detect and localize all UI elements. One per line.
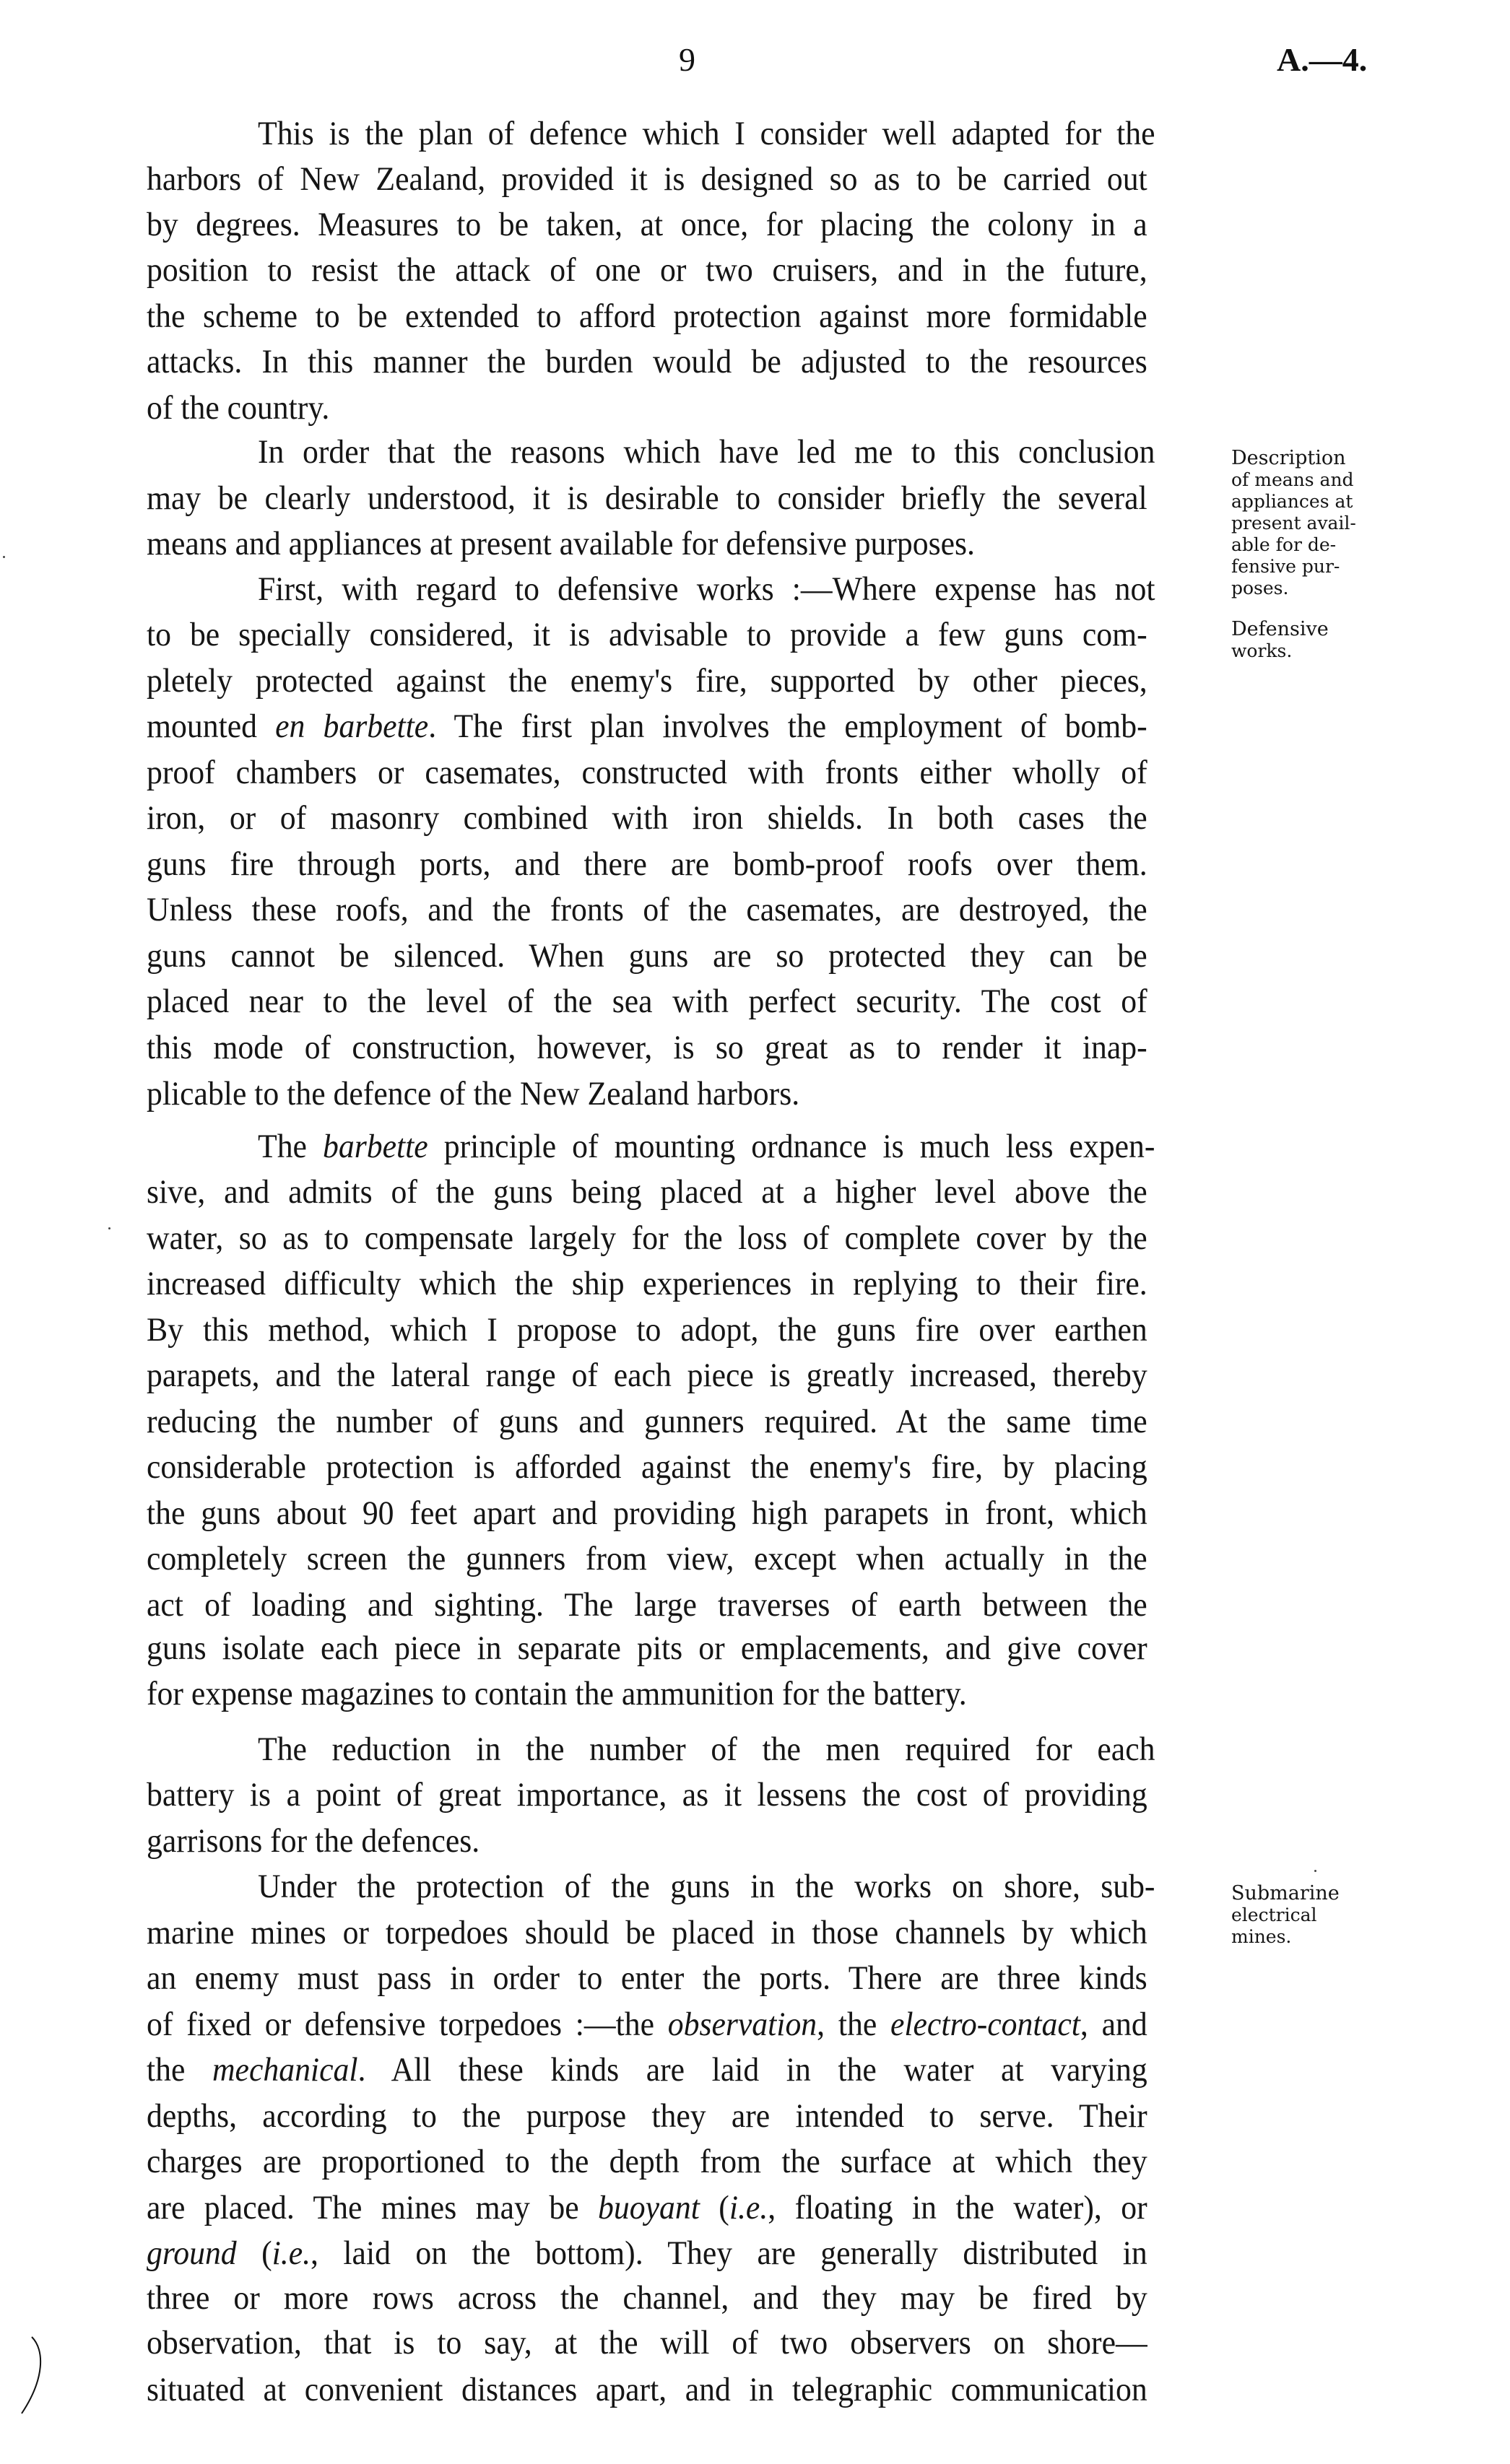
- text-line: In order that the reasons which have led me to this conclusion: [258, 433, 1155, 471]
- text-line: three or more rows across the channel, and they may be fired by: [147, 2279, 1147, 2317]
- text-line: an enemy must pass in order to enter the ports. There are three kinds: [147, 1959, 1147, 1997]
- margin-note-line: Description: [1231, 447, 1346, 469]
- page-number: 9: [679, 41, 695, 78]
- text-line: attacks. In this manner the burden would be adjusted to the resources: [147, 343, 1147, 380]
- italic-term: electro-contact: [890, 2006, 1080, 2043]
- text-line: this mode of construction, however, is so great as to render it inap-: [147, 1029, 1147, 1066]
- text-line: increased difficulty which the ship experiences in replying to their fire.: [147, 1265, 1147, 1302]
- text-line: considerable protection is afforded against the enemy's fire, by placing: [147, 1448, 1147, 1486]
- text-line: of fixed or defensive torpedoes :—the observation, the electro-contact, and: [147, 2006, 1147, 2043]
- text-line: guns isolate each piece in separate pits or emplacements, and give cover: [147, 1629, 1147, 1667]
- margin-note-line: of means and: [1231, 469, 1354, 490]
- text-line: to be specially considered, it is advisable to provide a few guns com-: [147, 616, 1147, 653]
- text-line: The reduction in the number of the men required for each: [258, 1731, 1155, 1768]
- text-line: marine mines or torpedoes should be placed in those channels by which: [147, 1914, 1147, 1951]
- text-line: observation, that is to say, at the will of two observers on shore—: [147, 2324, 1147, 2361]
- text-line: for expense magazines to contain the ammunition for the battery.: [147, 1675, 967, 1712]
- scan-speck: [108, 1227, 110, 1229]
- text-line: The barbette principle of mounting ordnance is much less expen-: [258, 1128, 1155, 1165]
- text-line: iron, or of masonry combined with iron shields. In both cases the: [147, 799, 1147, 837]
- text-line: By this method, which I propose to adopt, the guns fire over earthen: [147, 1311, 1147, 1349]
- binding-mark: [14, 2328, 58, 2422]
- text-line: battery is a point of great importance, as it lessens the cost of providing: [147, 1776, 1147, 1814]
- text-line: act of loading and sighting. The large traverses of earth between the: [147, 1586, 1147, 1624]
- italic-term: en barbette: [275, 708, 429, 745]
- italic-term: i.e.: [272, 2234, 311, 2272]
- scan-speck: [1314, 1870, 1316, 1872]
- text-line: may be clearly understood, it is desirable to consider briefly the several: [147, 479, 1147, 517]
- margin-note-line: mines.: [1231, 1926, 1292, 1947]
- text-line: completely screen the gunners from view, except when actually in the: [147, 1540, 1147, 1577]
- text-line: harbors of New Zealand, provided it is designed so as to be carried out: [147, 160, 1147, 198]
- margin-note: [1231, 619, 1419, 662]
- text-line: guns fire through ports, and there are bomb-proof roofs over them.: [147, 845, 1147, 883]
- text-line: depths, according to the purpose they are intended to serve. Their: [147, 2097, 1147, 2135]
- margin-note-line: poses.: [1231, 578, 1289, 598]
- text-line: of the country.: [147, 389, 330, 427]
- text-line: Under the protection of the guns in the works on shore, sub-: [258, 1868, 1155, 1905]
- text-line: charges are proportioned to the depth from the surface at which they: [147, 2143, 1147, 2180]
- margin-note: [1231, 1883, 1419, 1948]
- text-line: by degrees. Measures to be taken, at once, for placing the colony in a: [147, 206, 1147, 243]
- margin-note-line: fensive pur-: [1231, 556, 1340, 577]
- italic-term: observation: [667, 2006, 817, 2043]
- text-line: the scheme to be extended to afford protection against more formidable: [147, 297, 1147, 335]
- text-line: means and appliances at present available for defensive purposes.: [147, 525, 975, 562]
- margin-note-line: present avail-: [1231, 513, 1356, 534]
- text-line: the mechanical. All these kinds are laid in the water at varying: [147, 2051, 1147, 2089]
- text-line: water, so as to compensate largely for the loss of complete cover by the: [147, 1219, 1147, 1257]
- italic-term: ground: [147, 2234, 237, 2272]
- text-line: First, with regard to defensive works :—Where expense has not: [258, 570, 1155, 608]
- text-line: reducing the number of guns and gunners required. At the same time: [147, 1403, 1147, 1440]
- text-line: ground (i.e., laid on the bottom). They are generally distributed in: [147, 2234, 1147, 2272]
- scan-speck: [3, 556, 5, 558]
- margin-note-line: Submarine: [1231, 1882, 1340, 1904]
- text-line: garrisons for the defences.: [147, 1822, 480, 1860]
- text-line: plicable to the defence of the New Zealand harbors.: [147, 1075, 800, 1113]
- text-line: placed near to the level of the sea with perfect security. The cost of: [147, 983, 1147, 1020]
- text-line: sive, and admits of the guns being placed at a higher level above the: [147, 1173, 1147, 1211]
- margin-note-line: electrical: [1231, 1904, 1317, 1925]
- text-line: proof chambers or casemates, constructed with fronts either wholly of: [147, 754, 1147, 791]
- italic-term: barbette: [323, 1128, 428, 1165]
- italic-term: buoyant: [598, 2189, 700, 2226]
- margin-note-line: works.: [1231, 640, 1293, 661]
- text-line: pletely protected against the enemy's fire, supported by other pieces,: [147, 662, 1147, 700]
- margin-note-line: appliances at: [1231, 491, 1353, 512]
- text-line: position to resist the attack of one or two cruisers, and in the future,: [147, 251, 1147, 289]
- margin-note-line: able for de-: [1231, 534, 1337, 555]
- document-reference: A.—4.: [1277, 41, 1368, 78]
- margin-note: [1231, 448, 1419, 599]
- text-line: situated at convenient distances apart, and in telegraphic communication: [147, 2371, 1147, 2408]
- text-line: guns cannot be silenced. When guns are so protected they can be: [147, 937, 1147, 975]
- text-line: parapets, and the lateral range of each piece is greatly increased, thereby: [147, 1357, 1147, 1394]
- text-line: mounted en barbette. The first plan involves the employment of bomb-: [147, 708, 1147, 745]
- text-line: are placed. The mines may be buoyant (i.e., floating in the water), or: [147, 2189, 1147, 2226]
- text-line: This is the plan of defence which I consider well adapted for the: [258, 115, 1155, 152]
- italic-term: i.e.: [729, 2189, 768, 2226]
- text-line: Unless these roofs, and the fronts of the casemates, are destroyed, the: [147, 891, 1147, 928]
- margin-note-line: Defensive: [1231, 618, 1329, 640]
- italic-term: mechanical: [212, 2051, 358, 2089]
- text-line: the guns about 90 feet apart and providing high parapets in front, which: [147, 1494, 1147, 1532]
